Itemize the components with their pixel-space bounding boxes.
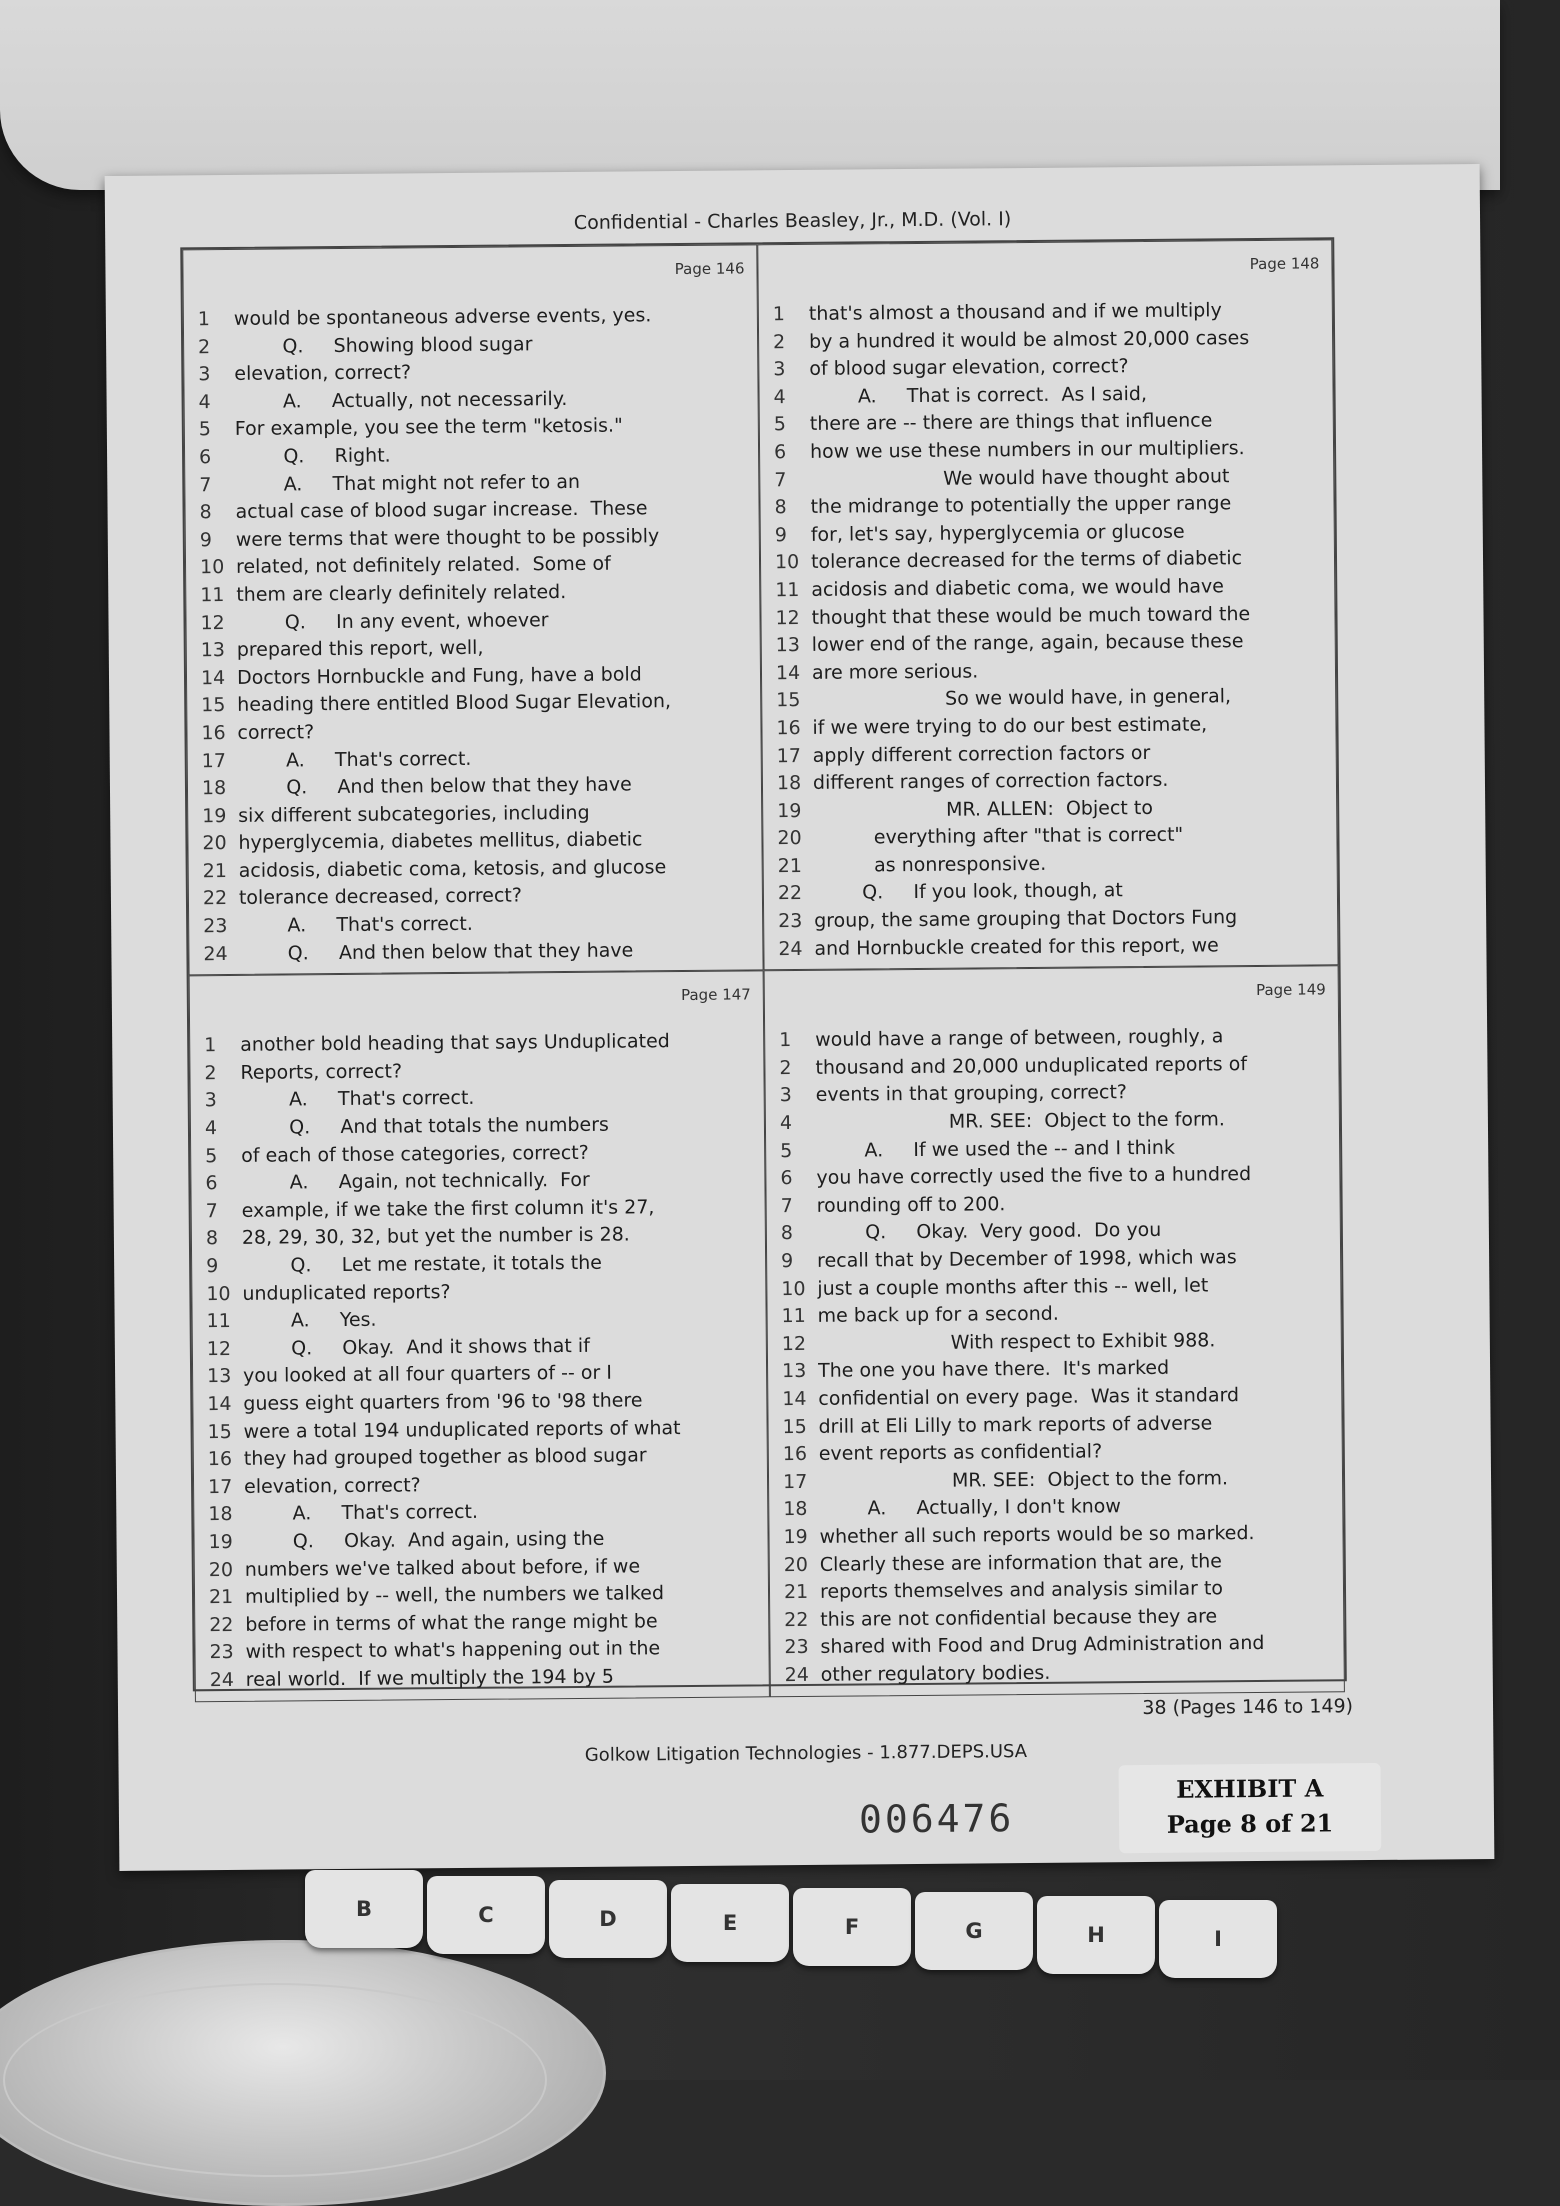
line-text: MR. ALLEN: Object to bbox=[813, 796, 1154, 822]
line-number: 4 bbox=[779, 1112, 793, 1135]
bates-number: 006476 bbox=[858, 1796, 1015, 1842]
saucer bbox=[0, 1940, 606, 2206]
line-number: 4 bbox=[773, 385, 786, 408]
line-number: 2 bbox=[204, 1061, 217, 1085]
line-text: MR. SEE: Object to the form. bbox=[818, 1467, 1229, 1493]
line-number: 20 bbox=[202, 832, 227, 855]
line-number: 14 bbox=[775, 661, 801, 684]
line-number: 8 bbox=[774, 496, 787, 519]
line-number: 19 bbox=[202, 804, 227, 827]
line-text: 28, 29, 30, 32, but yet the number is 28. bbox=[241, 1223, 630, 1250]
previous-page-curl bbox=[0, 0, 1500, 190]
line-text: The one you have there. It's marked bbox=[817, 1357, 1170, 1383]
line-text: thousand and 20,000 unduplicated reports of bbox=[815, 1052, 1248, 1079]
line-text: are more serious. bbox=[811, 660, 979, 684]
page-number: Page 146 bbox=[674, 259, 745, 279]
line-number: 18 bbox=[201, 777, 227, 800]
line-number: 17 bbox=[207, 1475, 233, 1498]
index-tab-i[interactable]: I bbox=[1159, 1900, 1277, 1978]
line-number: 17 bbox=[201, 749, 227, 772]
line-number: 15 bbox=[201, 694, 226, 717]
line-number: 12 bbox=[775, 606, 800, 629]
line-text: actual case of blood sugar increase. These bbox=[235, 497, 648, 524]
line-number: 18 bbox=[783, 1498, 808, 1521]
transcript-page bbox=[105, 164, 1495, 1871]
line-number: 1 bbox=[204, 1034, 217, 1057]
line-number: 2 bbox=[773, 330, 786, 353]
line-text: A. Again, not technically. For bbox=[241, 1169, 590, 1195]
line-text: they had grouped together as blood sugar bbox=[243, 1444, 647, 1471]
line-number: 1 bbox=[197, 308, 211, 331]
line-text: them are clearly definitely related. bbox=[236, 580, 567, 606]
line-number: 22 bbox=[784, 1608, 809, 1631]
line-text: A. That's correct. bbox=[244, 1501, 479, 1526]
line-number: 7 bbox=[774, 468, 787, 491]
line-text: shared with Food and Drug Administration and bbox=[820, 1632, 1265, 1659]
line-number: 7 bbox=[205, 1199, 218, 1223]
line-number: 5 bbox=[780, 1139, 793, 1162]
line-text: were terms that were thought to be possibly bbox=[235, 524, 660, 551]
index-tab-g[interactable]: G bbox=[915, 1892, 1033, 1970]
footer-company: Golkow Litigation Technologies - 1.877.DEPS.USA bbox=[584, 1741, 1028, 1766]
transcript-panel-bottom-left bbox=[189, 971, 770, 1702]
line-text: A. That's correct. bbox=[237, 747, 472, 772]
line-number: 24 bbox=[784, 1663, 810, 1687]
line-text: related, not definitely related. Some of bbox=[235, 552, 611, 579]
line-number: 11 bbox=[200, 583, 225, 607]
line-text: Q. Showing blood sugar bbox=[234, 332, 533, 358]
line-number: 16 bbox=[782, 1443, 808, 1466]
line-text: everything after "that is correct" bbox=[813, 823, 1184, 850]
line-number: 13 bbox=[781, 1360, 807, 1383]
line-number: 3 bbox=[779, 1084, 792, 1107]
line-text: event reports as confidential? bbox=[818, 1440, 1103, 1466]
line-number: 10 bbox=[206, 1282, 231, 1305]
index-tab-b[interactable]: B bbox=[305, 1870, 423, 1948]
transcript-line bbox=[210, 1662, 759, 1694]
line-text: just a couple months after this -- well, let bbox=[817, 1274, 1209, 1300]
page-number: Page 148 bbox=[1249, 254, 1320, 274]
line-text: acidosis and diabetic coma, we would have bbox=[811, 575, 1225, 601]
line-text: other regulatory bodies. bbox=[820, 1661, 1051, 1686]
line-number: 20 bbox=[783, 1553, 809, 1576]
line-number: 21 bbox=[777, 854, 802, 878]
line-text: by a hundred it would be almost 20,000 cases bbox=[809, 326, 1250, 353]
line-text: lower end of the range, again, because these bbox=[811, 630, 1244, 657]
line-number: 21 bbox=[783, 1581, 809, 1604]
line-number: 4 bbox=[204, 1117, 218, 1140]
line-number: 14 bbox=[207, 1392, 232, 1416]
line-number: 6 bbox=[773, 441, 787, 464]
line-number: 18 bbox=[776, 772, 802, 795]
line-number: 3 bbox=[773, 358, 786, 381]
line-text: this are not confidential because they are bbox=[820, 1605, 1218, 1631]
document-header: Confidential - Charles Beasley, Jr., M.D. (Vol. I) bbox=[573, 208, 1012, 234]
line-number: 1 bbox=[779, 1029, 792, 1052]
line-number: 12 bbox=[200, 611, 225, 634]
line-number: 21 bbox=[208, 1586, 234, 1609]
line-number: 24 bbox=[209, 1668, 235, 1692]
line-number: 20 bbox=[208, 1558, 234, 1581]
line-number: 15 bbox=[776, 689, 801, 712]
line-text: Q. Okay. Very good. Do you bbox=[816, 1219, 1162, 1245]
line-number: 19 bbox=[777, 799, 802, 822]
line-text: apply different correction factors or bbox=[812, 741, 1151, 767]
exhibit-title: EXHIBIT A bbox=[1176, 1773, 1324, 1804]
line-text: real world. If we multiply the 194 by 5 bbox=[245, 1665, 615, 1691]
page-number: Page 147 bbox=[681, 985, 751, 1005]
line-number: 19 bbox=[783, 1525, 808, 1549]
line-text: another bold heading that says Unduplicated bbox=[240, 1030, 670, 1057]
line-number: 17 bbox=[776, 744, 801, 767]
line-text: would be spontaneous adverse events, yes. bbox=[233, 304, 652, 330]
line-text: Q. Let me restate, it totals the bbox=[242, 1251, 603, 1277]
line-number: 16 bbox=[207, 1448, 233, 1471]
line-number: 5 bbox=[198, 418, 212, 441]
line-number: 8 bbox=[205, 1227, 219, 1250]
exhibit-sticker bbox=[1119, 1763, 1382, 1853]
line-text: Q. And that totals the numbers bbox=[240, 1113, 609, 1139]
index-tab-f[interactable]: F bbox=[793, 1888, 911, 1966]
line-text: were a total 194 unduplicated reports of what bbox=[243, 1416, 681, 1443]
line-text: So we would have, in general, bbox=[812, 685, 1232, 712]
line-text: as nonresponsive. bbox=[813, 852, 1047, 877]
line-text: with respect to what's happening out in the bbox=[245, 1637, 661, 1664]
line-text: A. If we used the -- and I think bbox=[816, 1136, 1176, 1162]
line-text: tolerance decreased, correct? bbox=[238, 884, 523, 910]
line-text: elevation, correct? bbox=[234, 361, 412, 386]
line-number: 2 bbox=[779, 1056, 792, 1080]
line-number: 6 bbox=[198, 446, 212, 469]
line-number: 9 bbox=[199, 528, 212, 551]
line-text: how we use these numbers in our multipliers. bbox=[809, 437, 1245, 463]
line-text: recall that by December of 1998, which was bbox=[817, 1246, 1237, 1272]
line-text: numbers we've talked about before, if we bbox=[244, 1554, 641, 1581]
transcript-grid bbox=[180, 237, 1347, 1691]
line-text: Doctors Hornbuckle and Fung, have a bold bbox=[236, 663, 642, 689]
line-text: Q. And then below that they have bbox=[239, 939, 634, 965]
line-number: 3 bbox=[198, 363, 211, 386]
line-text: for, let's say, hyperglycemia or glucose bbox=[810, 520, 1185, 546]
line-number: 12 bbox=[206, 1337, 232, 1360]
line-number: 16 bbox=[776, 716, 801, 740]
line-text: Q. If you look, though, at bbox=[813, 879, 1123, 905]
line-text: A. That might not refer to an bbox=[235, 470, 581, 496]
line-number: 16 bbox=[201, 721, 226, 745]
line-number: 14 bbox=[200, 666, 226, 689]
line-text: different ranges of correction factors. bbox=[812, 768, 1169, 794]
line-text: the midrange to potentially the upper range bbox=[810, 492, 1232, 519]
line-number: 3 bbox=[204, 1089, 217, 1112]
line-number: 5 bbox=[205, 1144, 218, 1167]
line-number: 21 bbox=[202, 859, 227, 883]
line-text: A. Actually, not necessarily. bbox=[234, 387, 568, 413]
transcript-line bbox=[785, 1657, 1334, 1689]
line-number: 18 bbox=[208, 1503, 233, 1526]
line-number: 11 bbox=[775, 578, 800, 602]
line-number: 6 bbox=[780, 1167, 793, 1190]
transcript-panel-top-right bbox=[757, 239, 1338, 970]
line-text: would have a range of between, roughly, a bbox=[815, 1025, 1224, 1052]
line-number: 9 bbox=[206, 1255, 219, 1278]
index-tab-d[interactable]: D bbox=[549, 1880, 667, 1958]
line-text: whether all such reports would be so marked. bbox=[819, 1521, 1255, 1548]
line-text: multiplied by -- well, the numbers we talked bbox=[244, 1582, 665, 1608]
line-number: 15 bbox=[207, 1420, 232, 1443]
line-text: Q. In any event, whoever bbox=[236, 608, 549, 634]
line-number: 4 bbox=[198, 390, 211, 414]
transcript-panel-top-left bbox=[182, 244, 763, 975]
line-number: 10 bbox=[781, 1277, 806, 1300]
line-text: For example, you see the term "ketosis." bbox=[234, 414, 623, 441]
line-number: 2 bbox=[198, 335, 211, 358]
page-range: 38 (Pages 146 to 149) bbox=[1142, 1695, 1354, 1720]
line-text: MR. SEE: Object to the form. bbox=[815, 1108, 1226, 1134]
line-text: unduplicated reports? bbox=[242, 1280, 451, 1305]
line-number: 9 bbox=[774, 523, 787, 546]
line-text: A. That is correct. As I said, bbox=[809, 382, 1148, 408]
line-number: 7 bbox=[199, 473, 212, 496]
line-number: 13 bbox=[207, 1365, 232, 1388]
line-text: me back up for a second. bbox=[817, 1302, 1059, 1328]
line-number: 14 bbox=[782, 1387, 807, 1411]
line-number: 23 bbox=[778, 910, 803, 933]
line-text: Q. And then below that they have bbox=[237, 773, 632, 799]
line-text: thought that these would be much toward the bbox=[811, 602, 1251, 629]
line-number: 8 bbox=[780, 1222, 794, 1245]
line-text: of each of those categories, correct? bbox=[241, 1141, 589, 1167]
line-text: Q. Right. bbox=[234, 444, 391, 468]
exhibit-page: Page 8 of 21 bbox=[1166, 1808, 1334, 1839]
line-text: if we were trying to do our best estimate, bbox=[812, 713, 1208, 739]
line-number: 11 bbox=[206, 1310, 231, 1333]
line-text: rounding off to 200. bbox=[816, 1193, 1006, 1217]
line-number: 8 bbox=[199, 501, 212, 524]
index-tab-h[interactable]: H bbox=[1037, 1896, 1155, 1974]
line-number: 23 bbox=[203, 915, 228, 938]
saucer-rim bbox=[3, 1983, 547, 2177]
line-number: 12 bbox=[781, 1332, 807, 1355]
line-number: 23 bbox=[784, 1636, 809, 1659]
line-number: 22 bbox=[202, 887, 228, 910]
line-text: six different subcategories, including bbox=[238, 801, 590, 827]
line-text: guess eight quarters from '96 to '98 there bbox=[243, 1389, 643, 1415]
line-number: 15 bbox=[782, 1415, 807, 1438]
index-tabs bbox=[305, 1870, 1285, 1960]
line-text: Q. Okay. And again, using the bbox=[244, 1527, 605, 1553]
line-text: heading there entitled Blood Sugar Elevation, bbox=[237, 690, 672, 717]
line-number: 13 bbox=[200, 639, 226, 662]
line-number: 17 bbox=[782, 1470, 808, 1493]
line-text: example, if we take the first column it's 27, bbox=[241, 1196, 655, 1222]
transcript-line bbox=[778, 931, 1327, 963]
line-text: With respect to Exhibit 988. bbox=[817, 1329, 1216, 1355]
line-text: there are -- there are things that influence bbox=[809, 409, 1213, 436]
line-number: 7 bbox=[780, 1194, 793, 1217]
line-text: A. That's correct. bbox=[239, 912, 473, 937]
line-text: tolerance decreased for the terms of diabetic bbox=[810, 547, 1243, 574]
line-number: 19 bbox=[208, 1530, 233, 1554]
line-text: of blood sugar elevation, correct? bbox=[809, 355, 1129, 381]
line-text: A. Yes. bbox=[242, 1308, 377, 1333]
line-text: that's almost a thousand and if we multiply bbox=[808, 299, 1222, 325]
line-number: 24 bbox=[203, 942, 228, 965]
line-number: 10 bbox=[199, 556, 225, 579]
line-number: 6 bbox=[205, 1172, 218, 1195]
index-tab-e[interactable]: E bbox=[671, 1884, 789, 1962]
line-text: group, the same grouping that Doctors Fung bbox=[814, 906, 1238, 932]
line-text: and Hornbuckle created for this report, we bbox=[814, 933, 1219, 960]
line-text: Clearly these are information that are, the bbox=[819, 1549, 1222, 1576]
line-text: Q. Okay. And it shows that if bbox=[242, 1334, 590, 1360]
line-number: 10 bbox=[774, 551, 800, 574]
line-number: 9 bbox=[781, 1250, 794, 1273]
line-text: We would have thought about bbox=[810, 464, 1230, 491]
line-text: events in that grouping, correct? bbox=[815, 1081, 1128, 1107]
line-text: drill at Eli Lilly to mark reports of adverse bbox=[818, 1411, 1213, 1438]
line-number: 5 bbox=[773, 413, 787, 436]
line-text: acidosis, diabetic coma, ketosis, and glucose bbox=[238, 856, 667, 882]
line-number: 13 bbox=[775, 634, 801, 657]
line-number: 23 bbox=[209, 1641, 234, 1664]
line-text: reports themselves and analysis similar to bbox=[819, 1577, 1224, 1603]
line-text: correct? bbox=[237, 721, 315, 744]
line-text: Reports, correct? bbox=[240, 1060, 403, 1084]
line-number: 22 bbox=[777, 882, 803, 905]
line-text: A. That's correct. bbox=[240, 1087, 475, 1112]
line-text: confidential on every page. Was it standard bbox=[818, 1384, 1240, 1410]
line-number: 24 bbox=[778, 937, 803, 960]
transcript-panel-bottom-right bbox=[764, 966, 1345, 1697]
line-number: 1 bbox=[772, 303, 786, 326]
line-number: 22 bbox=[209, 1613, 234, 1636]
line-text: you have correctly used the five to a hundred bbox=[816, 1163, 1252, 1190]
transcript-line bbox=[203, 936, 752, 968]
line-text: A. Actually, I don't know bbox=[819, 1495, 1122, 1521]
line-text: hyperglycemia, diabetes mellitus, diabetic bbox=[238, 828, 643, 855]
line-text: prepared this report, well, bbox=[236, 636, 484, 662]
line-number: 11 bbox=[781, 1305, 806, 1328]
line-text: elevation, correct? bbox=[243, 1474, 421, 1498]
index-tab-c[interactable]: C bbox=[427, 1876, 545, 1954]
line-text: you looked at all four quarters of -- or I bbox=[243, 1362, 613, 1388]
page-number: Page 149 bbox=[1255, 980, 1326, 1000]
line-text: before in terms of what the range might be bbox=[245, 1609, 658, 1636]
line-number: 20 bbox=[777, 827, 802, 850]
